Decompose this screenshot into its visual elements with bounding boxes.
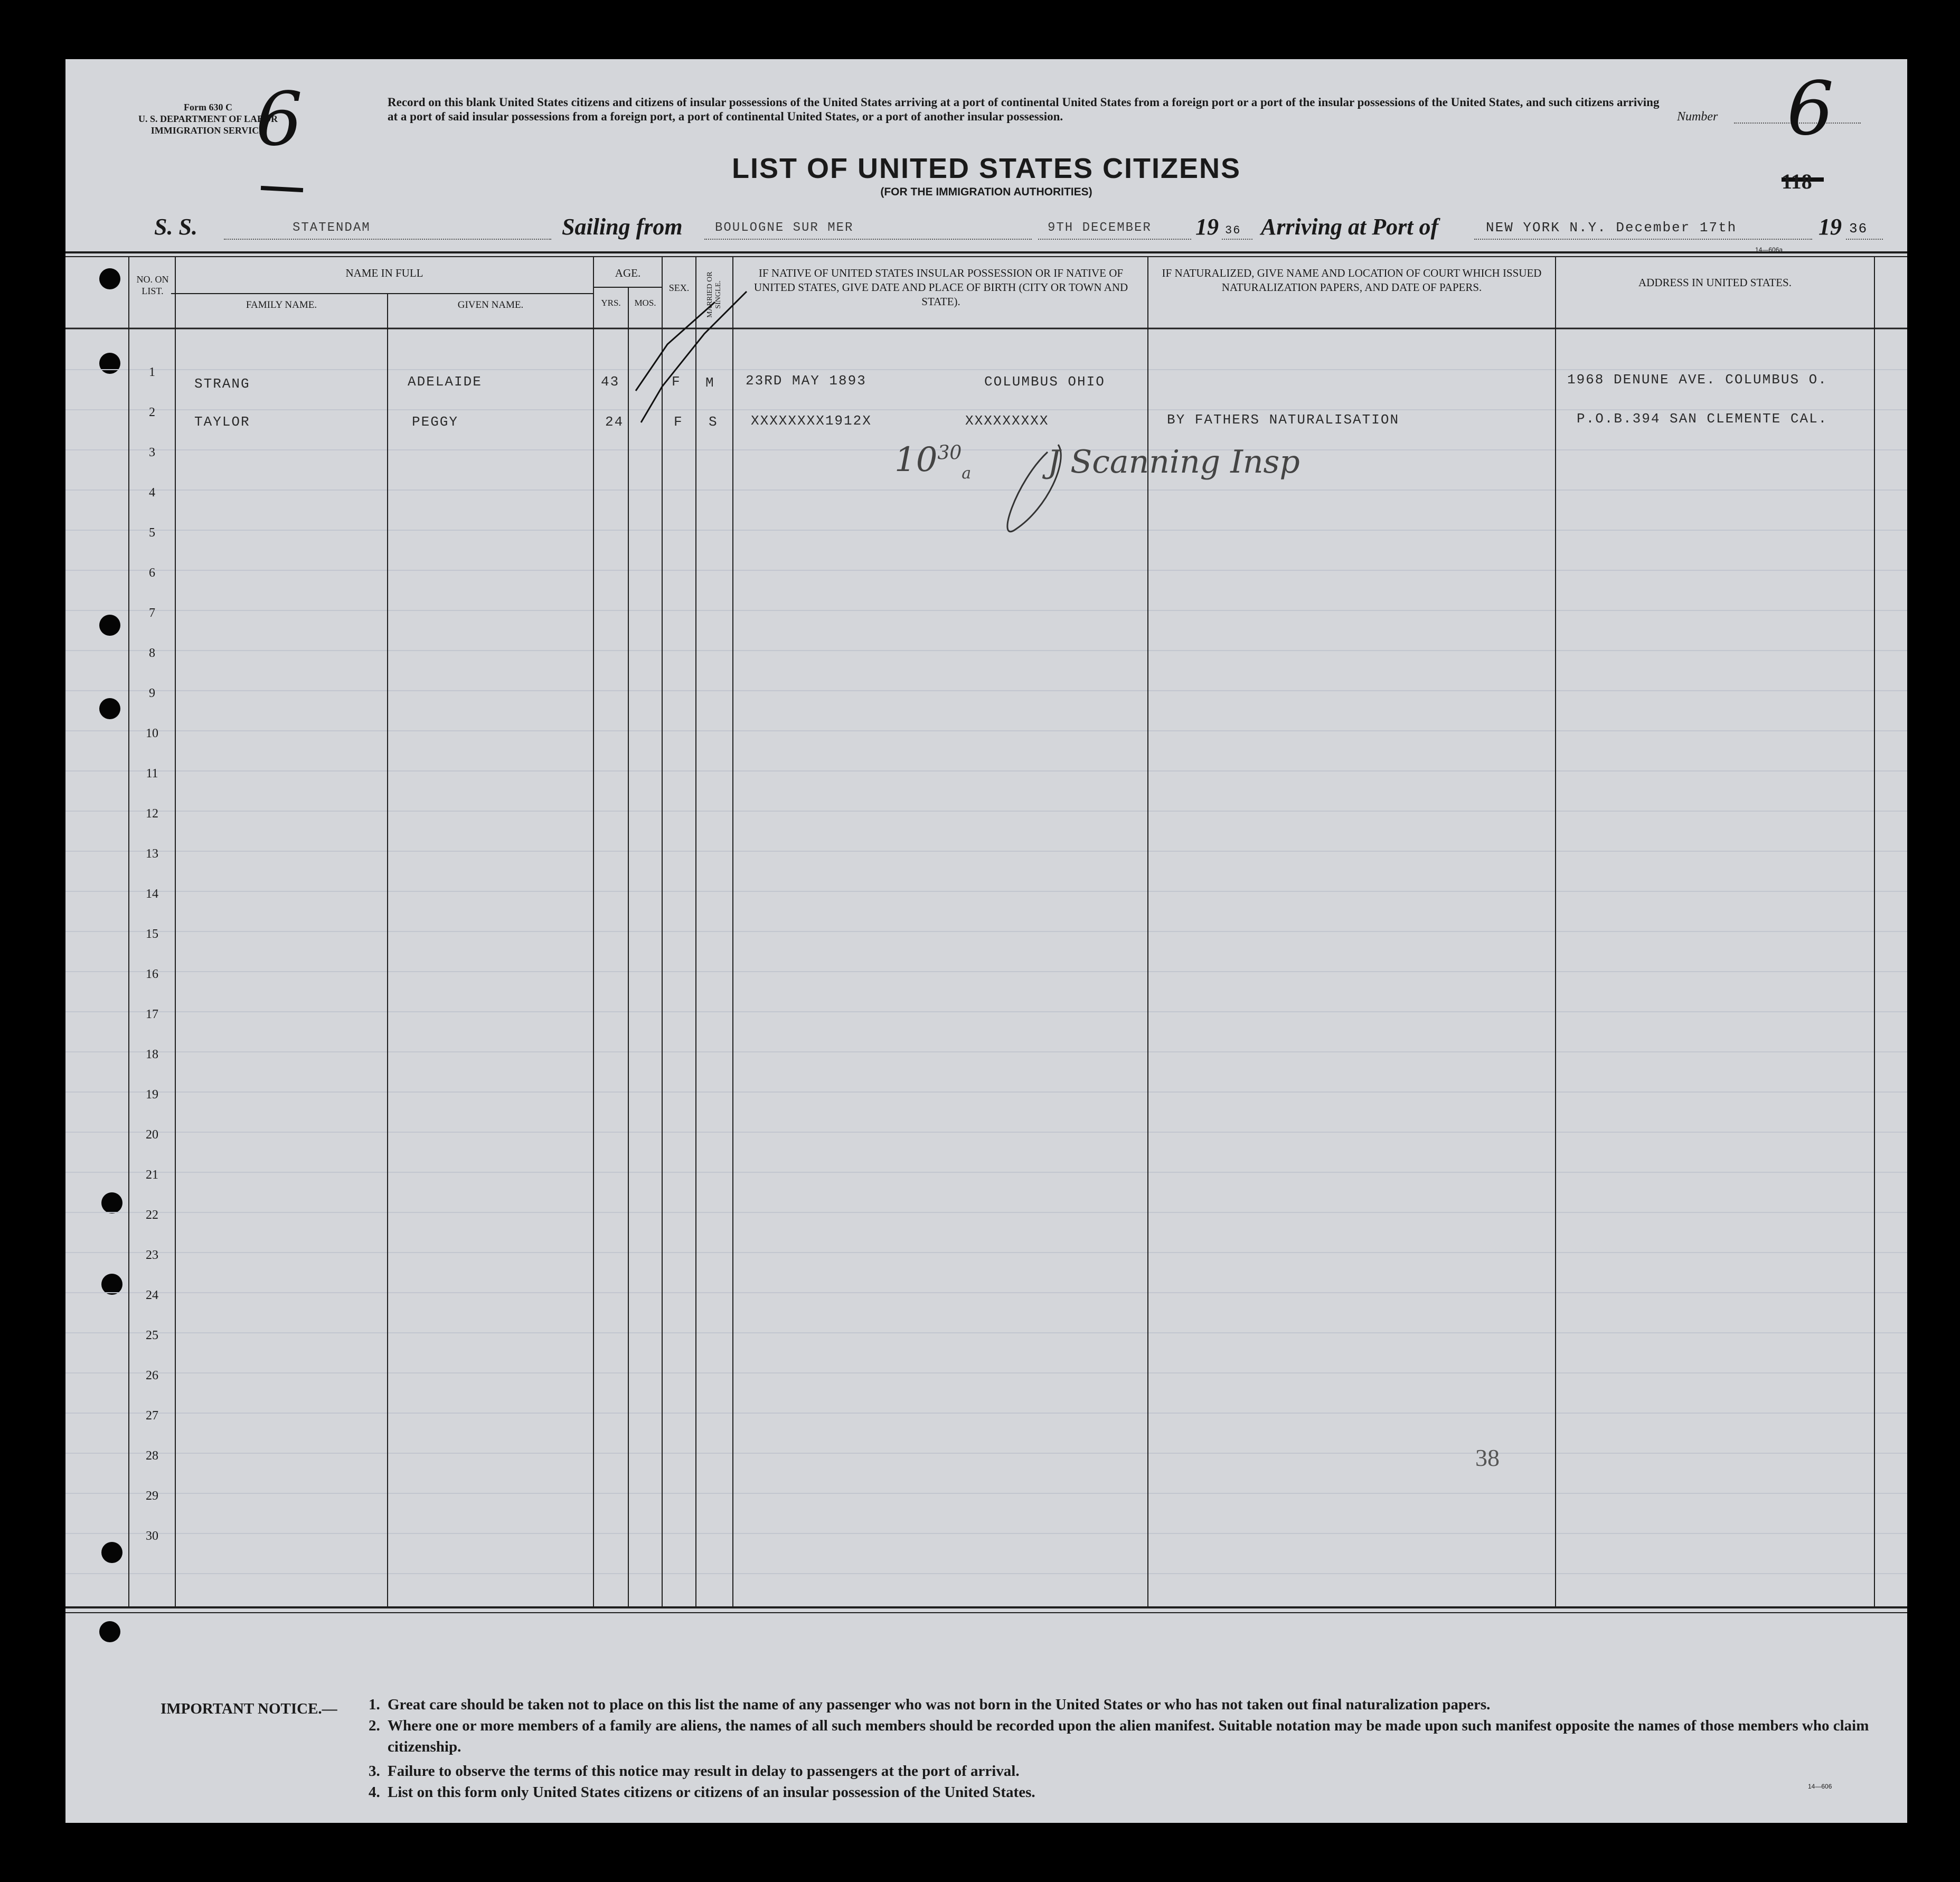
birth-date: XXXXXXXX1912X (751, 413, 872, 429)
row-number: 4 (149, 486, 155, 500)
row-number: 24 (146, 1288, 158, 1302)
row-number: 10 (146, 727, 158, 740)
notice-number: 3. (369, 1763, 380, 1780)
row-number: 14 (146, 887, 158, 901)
header-sex: SEX. (668, 283, 690, 293)
row-number: 28 (146, 1449, 158, 1463)
row-number: 16 (146, 967, 158, 981)
form-instructions: Record on this blank United States citizens and citizens of insular possessions of the United States arriving at a port of continental United States from a foreign port or a port of the insular possessions of the United States, and such citizens arriving at a port of said insular possessions from a foreign port, a port of continental United States, or a port of another insular possession. (388, 96, 1660, 123)
marital-status: S (709, 414, 718, 430)
row-number: 8 (149, 646, 155, 660)
row-number: 11 (146, 767, 158, 780)
birth-date: 23RD MAY 1893 (746, 373, 866, 389)
form-number: Form 630 C (184, 102, 232, 112)
number-label: Number (1677, 110, 1718, 124)
header-yrs: YRS. (601, 298, 621, 308)
birth-place: COLUMBUS OHIO (984, 374, 1105, 390)
row-number: 30 (146, 1529, 158, 1543)
header-birth: IF NATIVE OF UNITED STATES INSULAR POSSESSION OR IF NATIVE OF UNITED STATES, GIVE DATE AND PLACE OF BIRTH (CITY OR TOWN AND STATE). (753, 267, 1128, 308)
row-number: 19 (146, 1088, 158, 1102)
port-from: BOULOGNE SUR MER (715, 221, 854, 235)
header-name-in-full: NAME IN FULL (345, 267, 423, 279)
sex: F (672, 374, 681, 390)
header-naturalized: IF NATURALIZED, GIVE NAME AND LOCATION OF COURT WHICH ISSUED NATURALIZATION PAPERS, AND DATE OF PAPERS. (1162, 267, 1542, 294)
family-name: STRANG (194, 376, 250, 392)
notice-number: 2. (369, 1717, 380, 1734)
age-years: 24 (605, 414, 624, 430)
year-1: 36 (1225, 224, 1241, 237)
page-number: 118 (1782, 170, 1812, 193)
ship-name: STATENDAM (293, 221, 371, 235)
us-address: 1968 DENUNE AVE. COLUMBUS O. (1567, 372, 1827, 388)
row-number: 21 (146, 1168, 158, 1182)
row-number: 6 (149, 566, 155, 580)
time-hour: 10 (894, 440, 938, 479)
row-number: 27 (146, 1409, 158, 1423)
service: IMMIGRATION SERVICE (150, 125, 266, 136)
row-number: 17 (146, 1008, 158, 1021)
marital-status: M (705, 375, 715, 391)
header-given-name: GIVEN NAME. (457, 299, 524, 310)
port-to: NEW YORK N.Y. December 17th (1486, 220, 1737, 236)
row-number: 29 (146, 1489, 158, 1503)
row-number: 22 (146, 1208, 158, 1222)
notice-heading: IMPORTANT NOTICE.— (161, 1700, 337, 1717)
row-number: 5 (149, 526, 155, 540)
row-number: 15 (146, 927, 158, 941)
family-name: TAYLOR (194, 414, 250, 430)
header-family-name: FAMILY NAME. (246, 299, 317, 310)
row-number: 7 (149, 606, 155, 620)
row-number: 13 (146, 847, 158, 861)
row-number: 9 (149, 686, 155, 700)
table-grid (65, 59, 1907, 1823)
row-number: 1 (149, 365, 155, 379)
row-number: 2 (149, 406, 155, 419)
birth-place: XXXXXXXXX (965, 413, 1049, 429)
notice-item: Where one or more members of a family are aliens, the names of all such members should be recorded upon the alien manifest. Suitable notation may be made upon such manifest opposite the names of those members who claim citizenship. (388, 1717, 1869, 1755)
department: U. S. DEPARTMENT OF LABOR (138, 114, 278, 124)
notice-item: Failure to observe the terms of this notice may result in delay to passengers at the port of arrival. (388, 1763, 1020, 1780)
time-minutes: 30 (937, 442, 962, 464)
given-name: PEGGY (412, 414, 459, 430)
date-from: 9TH DECEMBER (1048, 221, 1152, 235)
notice-item: List on this form only United States citizens or citizens of an insular possession of the United States. (388, 1784, 1035, 1801)
naturalization: BY FATHERS NATURALISATION (1167, 412, 1400, 428)
row-number: 23 (146, 1248, 158, 1262)
notice-number: 1. (369, 1696, 380, 1713)
number-value: 6 (1787, 66, 1834, 152)
printer-code: 14—606a (1755, 246, 1783, 253)
row-number: 3 (149, 446, 155, 459)
footer-code: 14—606 (1808, 1783, 1832, 1790)
us-address: P.O.B.394 SAN CLEMENTE CAL. (1577, 411, 1828, 427)
given-name: ADELAIDE (408, 374, 482, 390)
year-prefix-1: 19 (1195, 214, 1219, 240)
notice-item: Great care should be taken not to place on this list the name of any passenger who was not born in the United States or who has not taken out final naturalization papers. (388, 1696, 1491, 1713)
header-no-on-list: NO. ON LIST. (136, 274, 169, 296)
row-number: 25 (146, 1329, 158, 1342)
sailing-label: Sailing from (562, 214, 683, 240)
ss-label: S. S. (154, 214, 197, 240)
arriving-label: Arriving at Port of (1261, 214, 1439, 240)
page-title: LIST OF UNITED STATES CITIZENS (732, 153, 1241, 184)
manifest-sheet (65, 59, 1907, 1823)
handwritten-page-mark: 6 (256, 77, 303, 163)
header-married-single: MARRIED OR SINGLE. (706, 271, 722, 318)
sex: F (674, 414, 683, 430)
row-number: 20 (146, 1128, 158, 1142)
handwritten-time (894, 440, 971, 483)
header-address: ADDRESS IN UNITED STATES. (1638, 276, 1792, 289)
year-prefix-2: 19 (1818, 214, 1842, 240)
row-number: 18 (146, 1048, 158, 1061)
header-mos: MOS. (634, 298, 656, 308)
time-suffix: a (962, 464, 972, 483)
row-number: 26 (146, 1369, 158, 1382)
year-2: 36 (1849, 221, 1868, 237)
notice-number: 4. (369, 1784, 380, 1801)
page-subtitle: (FOR THE IMMIGRATION AUTHORITIES) (880, 186, 1092, 198)
age-years: 43 (601, 374, 620, 390)
header-age: AGE. (615, 267, 641, 279)
row-number: 12 (146, 807, 158, 821)
inspector-signature: J Scanning Insp (1048, 444, 1300, 481)
stamp-number: 38 (1475, 1444, 1500, 1471)
